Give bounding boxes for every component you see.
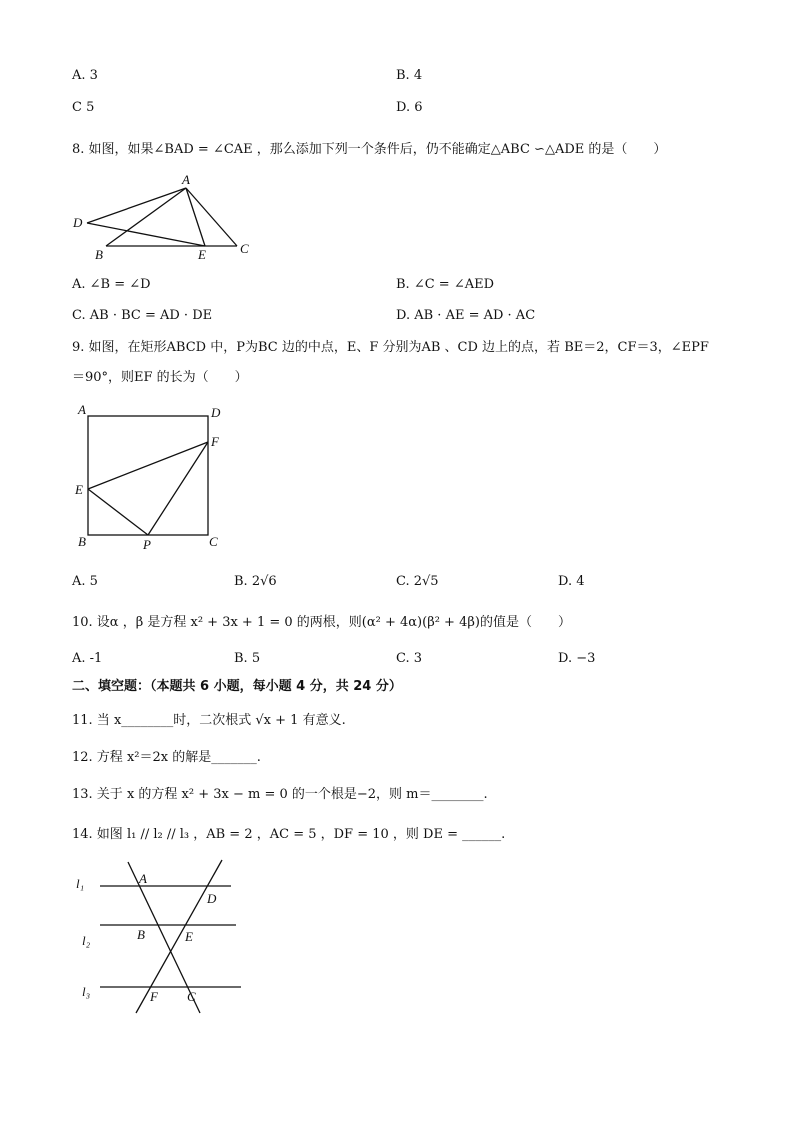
q8-option-b: B. ∠C = ∠AED bbox=[396, 277, 495, 292]
q14-label-l1: l₁ bbox=[76, 876, 85, 891]
q14-label-a: A bbox=[139, 871, 147, 886]
q14-label-b: B bbox=[137, 927, 145, 942]
q9-label-f: F bbox=[211, 434, 219, 449]
q8-option-d: D. AB · AE = AD · AC bbox=[396, 308, 536, 323]
q9-label-p: P bbox=[143, 537, 151, 552]
q9-option-c: C. 2√5 bbox=[396, 574, 439, 589]
q8-label-a: A bbox=[182, 172, 190, 187]
q14-label-d: D bbox=[207, 891, 217, 906]
q7-option-b: B. 4 bbox=[396, 68, 423, 83]
q8-label-d: D bbox=[73, 215, 83, 230]
q9-label-c: C bbox=[209, 534, 218, 549]
q7-option-c: C 5 bbox=[72, 100, 95, 115]
q11-stem: 11. 当 x________时，二次根式 √x + 1 有意义. bbox=[72, 713, 346, 728]
q14-label-l3: l₃ bbox=[82, 984, 91, 999]
q9-option-b: B. 2√6 bbox=[234, 574, 277, 589]
q14-stem: 14. 如图 l₁ // l₂ // l₃ ，AB = 2 ，AC = 5 ，DF = 10 ，则 DE = ______. bbox=[72, 827, 506, 842]
q9-label-d: D bbox=[211, 405, 221, 420]
q13-stem: 13. 关于 x 的方程 x² + 3x − m = 0 的一个根是−2，则 m＝________. bbox=[72, 787, 488, 802]
q9-option-a: A. 5 bbox=[72, 574, 98, 589]
q8-stem: 8. 如图，如果∠BAD = ∠CAE ，那么添加下列一个条件后，仍不能确定△ABC ∽△ADE 的是（ ） bbox=[72, 142, 667, 157]
q7-option-a: A. 3 bbox=[72, 68, 98, 83]
q14-label-l2: l₂ bbox=[82, 933, 91, 948]
q9-label-e: E bbox=[75, 482, 83, 497]
q8-option-c: C. AB · BC = AD · DE bbox=[72, 308, 213, 323]
q14-label-f: F bbox=[150, 989, 158, 1004]
q9-stem-line1: 9. 如图，在矩形ABCD 中，P为BC 边的中点，E、F 分别为AB 、CD 边上的点，若 BE＝2，CF＝3，∠EPF bbox=[72, 340, 709, 355]
q10-option-d: D. −3 bbox=[558, 651, 596, 666]
q10-stem: 10. 设α ，β 是方程 x² + 3x + 1 = 0 的两根，则(α² + 4α)(β² + 4β)的值是（ ） bbox=[72, 615, 571, 630]
q10-option-b: B. 5 bbox=[234, 651, 261, 666]
q8-option-a: A. ∠B = ∠D bbox=[72, 277, 151, 292]
q8-label-e: E bbox=[198, 247, 206, 262]
q9-label-b: B bbox=[78, 534, 86, 549]
q7-option-d: D. 6 bbox=[396, 100, 423, 115]
q8-label-c: C bbox=[240, 241, 249, 256]
q12-stem: 12. 方程 x²＝2x 的解是_______. bbox=[72, 750, 261, 765]
q8-label-b: B bbox=[95, 247, 103, 262]
section-heading: 二、填空题：（本题共 6 小题，每小题 4 分，共 24 分） bbox=[72, 679, 402, 694]
q9-stem-line2: ＝90°，则EF 的长为（ ） bbox=[72, 370, 248, 385]
q10-option-c: C. 3 bbox=[396, 651, 423, 666]
q14-label-e: E bbox=[185, 929, 193, 944]
q9-label-a: A bbox=[78, 402, 86, 417]
q10-option-a: A. -1 bbox=[72, 651, 103, 666]
q14-label-c: C bbox=[187, 989, 196, 1004]
q9-option-d: D. 4 bbox=[558, 574, 585, 589]
